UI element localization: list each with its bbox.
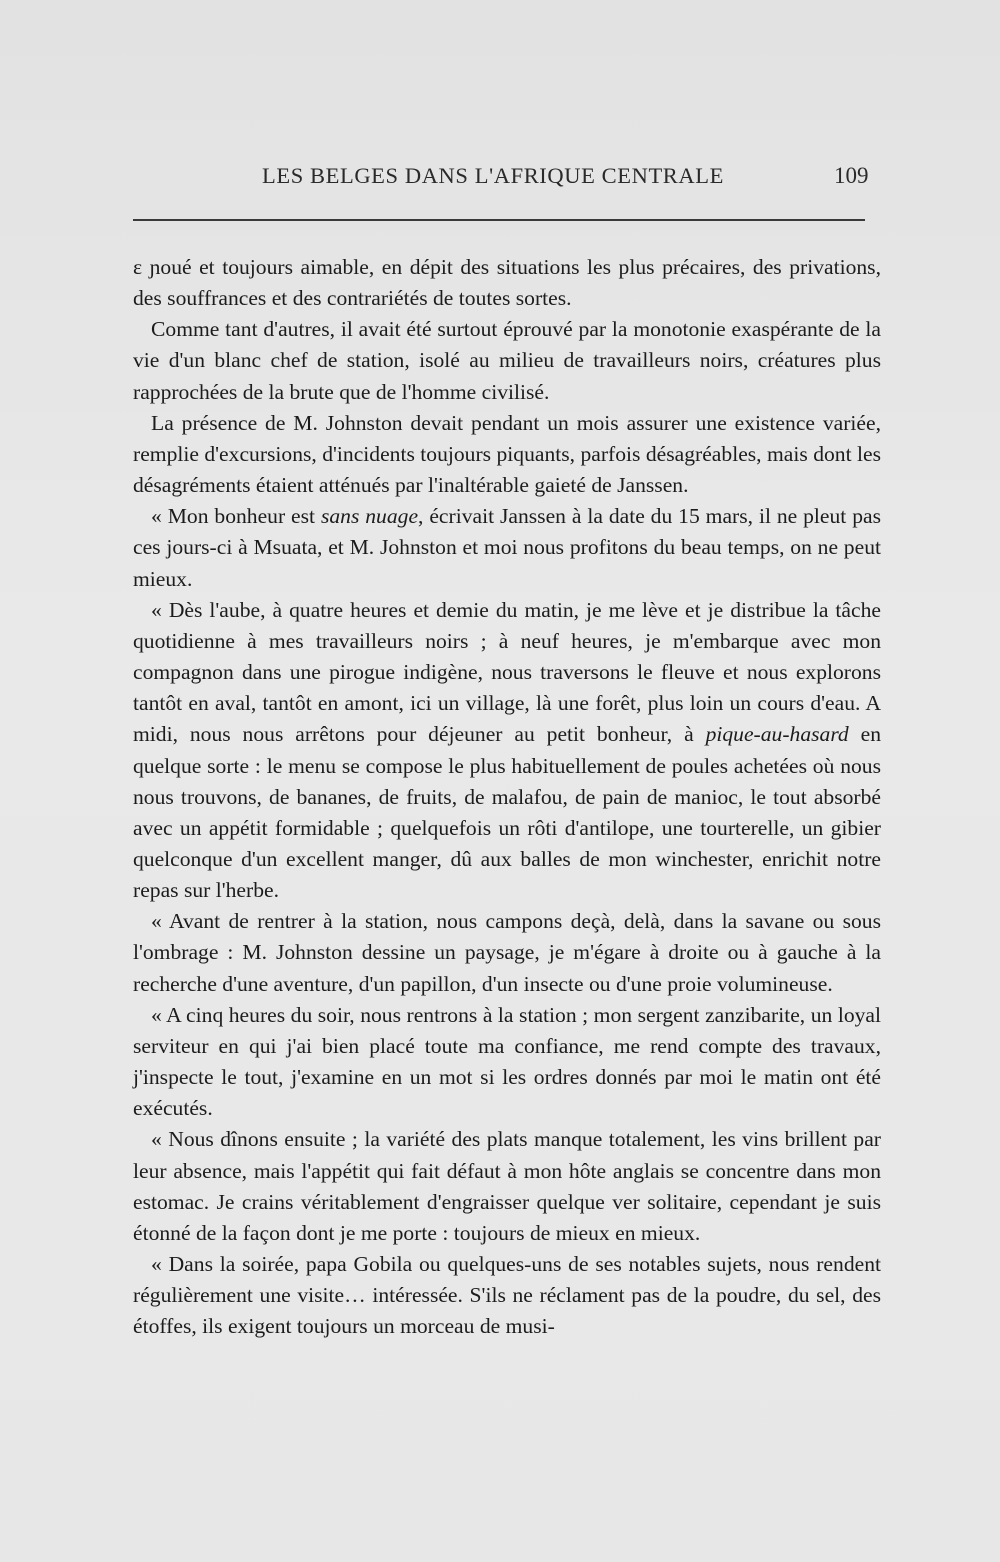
paragraph-4-italic: sans nuage xyxy=(320,504,419,529)
paragraph-8: « Nous dînons ensuite ; la variété des plats manque totalement, les vins brillent par leur absence, mais l'appétit qui fait défaut à mon hôte anglais se concentre dans mon estomac. Je crains véritablement d'engraisser quelque ver solitaire, cependant je suis étonné de la façon dont je me porte : toujours de mieux en mieux. xyxy=(133,1127,881,1245)
body-text xyxy=(133,252,881,1342)
paragraph-3: La présence de M. Johnston devait pendant un mois assurer une existence variée, remplie d'excursions, d'incidents toujours piquants, parfois désagréables, mais dont les désagréments étaient atténués par l'inaltérable gaieté de Janssen. xyxy=(133,410,881,498)
paragraph-9: « Dans la soirée, papa Gobila ou quelques-uns de ses notables sujets, nous rendent régulièrement une visite… intéressée. S'ils ne réclament pas de la poudre, du sel, des étoffes, ils exigent toujours un morceau de musi- xyxy=(133,1252,881,1339)
paragraph-4-after: , écrivait Janssen à la date du 15 mars, il ne pleut pas ces jours-ci à Msuata, et M. Johnston et moi nous profitons du beau temps, on ne peut mieux. xyxy=(133,504,881,591)
paragraph-5-italic: pique-au-hasard xyxy=(705,722,849,747)
paragraph-7: « A cinq heures du soir, nous rentrons à la station ; mon sergent zanzibarite, un loyal serviteur en qui j'ai bien placé toute ma confiance, me rend compte des travaux, j'inspecte le tout, j'examine en un mot si les ordres donnés par moi le matin ont été exécutés. xyxy=(133,1002,881,1121)
paragraph-2: Comme tant d'autres, il avait été surtout éprouvé par la monotonie exaspérante de la vie d'un blanc chef de station, isolé au milieu de travailleurs noirs, créatures plus rapprochées de la brute que de l'homme civilisé. xyxy=(133,317,881,404)
paragraph-5-after: en quelque sorte : le menu se compose le plus habituellement de poules achetées où nous nous trouvons, de bananes, de fruits, de malafou, de pain de manioc, le tout absorbé avec un appétit formidable ; quelquefois un rôti d'antilope, une tourterelle, un gibier quelconque d'un excellent manger, dû aux balles de mon winchester, enrichit notre repas sur l'herbe. xyxy=(133,722,882,903)
paragraph-4 xyxy=(133,501,881,594)
paragraph-5 xyxy=(133,595,881,907)
page-number: 109 xyxy=(834,163,869,188)
running-title: LES BELGES DANS L'AFRIQUE CENTRALE xyxy=(262,163,724,188)
header-rule xyxy=(133,219,865,221)
paragraph-4-before: « Mon bonheur est xyxy=(151,504,321,529)
paragraph-6: « Avant de rentrer à la station, nous campons deçà, delà, dans la savane ou sous l'ombrage : M. Johnston dessine un paysage, je m'égare à droite ou à gauche à la recherche d'une aventure, d'un papillon, d'un insecte ou d'une proie volumineuse. xyxy=(133,909,881,996)
paragraph-1: ε ɲoué et toujours aimable, en dépit des situations les plus précaires, des privations, des souffrances et des contrariétés de toutes sortes. xyxy=(133,255,881,311)
paragraph-5-before: « Dès l'aube, à quatre heures et demie du matin, je me lève et je distribue la tâche quotidienne à mes travailleurs noirs ; à neuf heures, je m'embarque avec mon compagnon dans une pirogue indigène, nous traversons le fleuve et nous explorons tantôt en aval, tantôt en amont, ici un village, là une forêt, plus loin un cours d'eau. A midi, nous nous arrêtons pour déjeuner au petit bonheur, à xyxy=(133,597,881,747)
